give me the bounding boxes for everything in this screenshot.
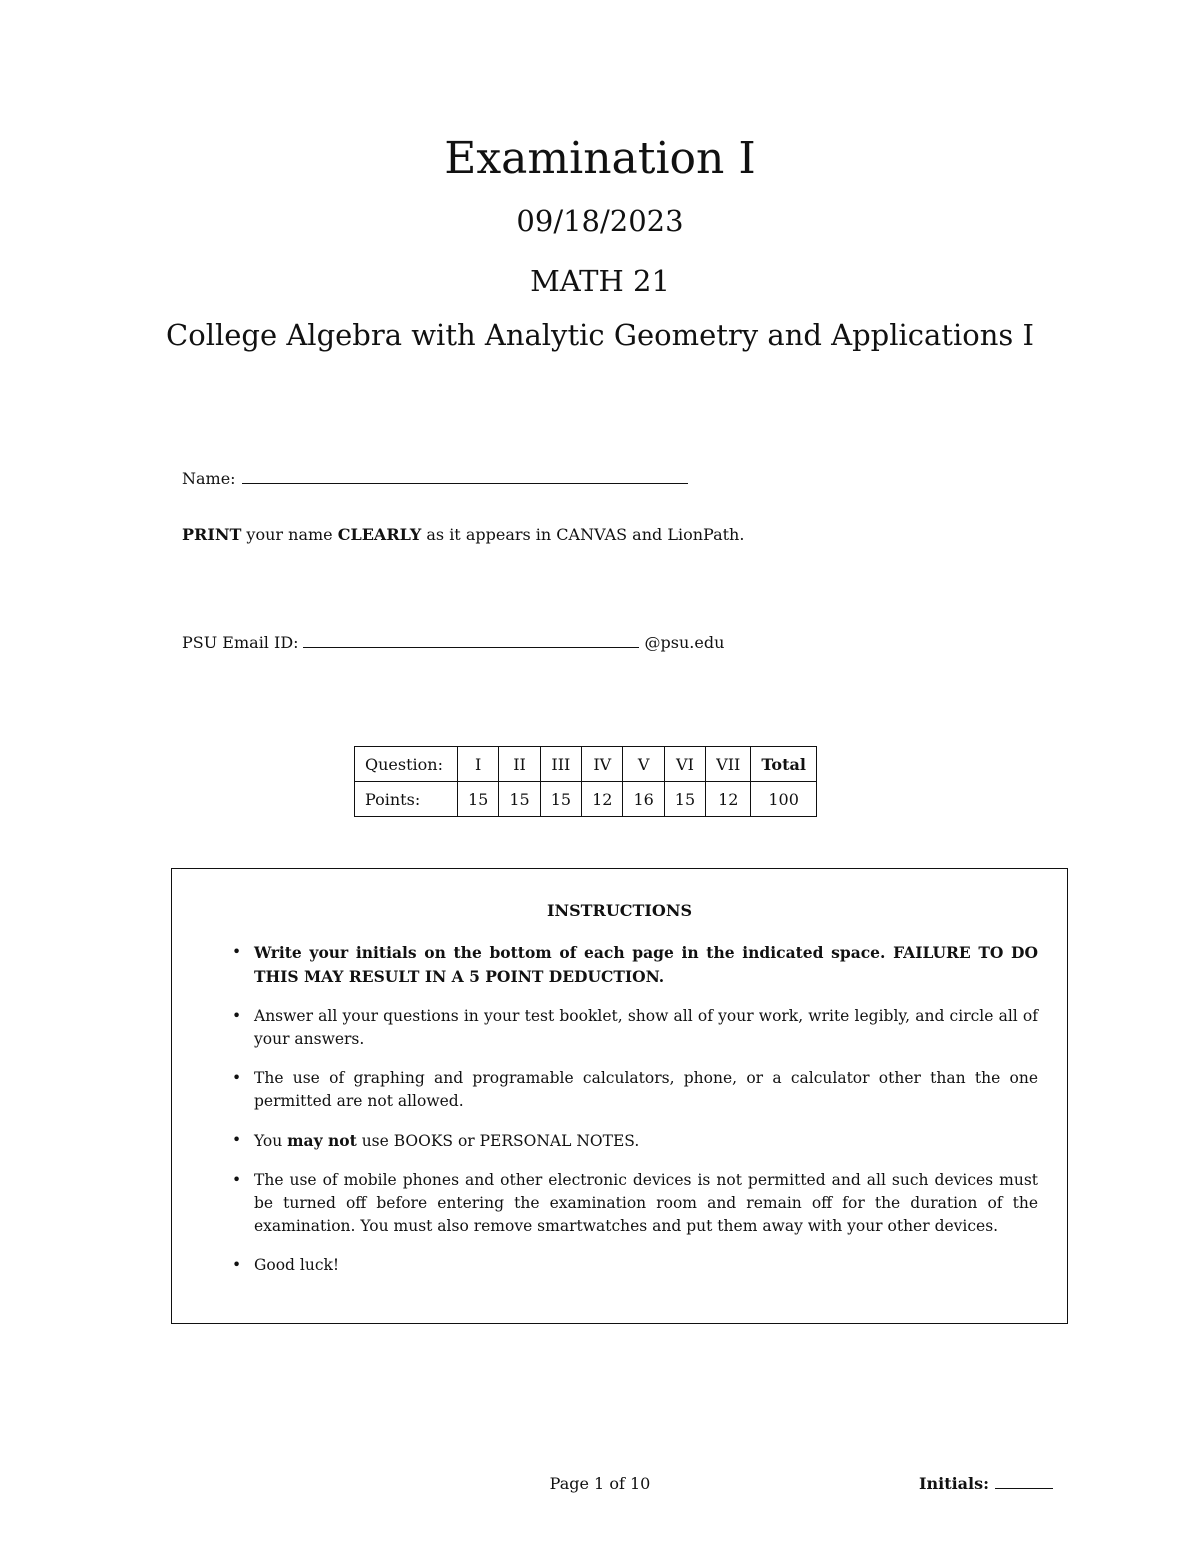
initials-blank-line[interactable]: [995, 1474, 1053, 1489]
points-cell: 12: [706, 782, 751, 817]
email-suffix: @psu.edu: [644, 633, 725, 652]
total-points: 100: [751, 782, 817, 817]
question-cell: VI: [664, 747, 705, 782]
bullet-icon: •: [232, 1131, 242, 1149]
points-label: Points:: [355, 782, 458, 817]
list-item: [232, 1005, 1038, 1051]
initials-label: Initials:: [919, 1474, 990, 1493]
print-text-1: your name: [241, 525, 338, 544]
name-field-row: [182, 469, 688, 488]
course-name: College Algebra with Analytic Geometry and Applications I: [166, 318, 1034, 352]
question-row: [355, 747, 817, 782]
bullet-icon: •: [232, 943, 242, 961]
instruction-text: Write your initials on the bottom of each page in the indicated space. FAILURE TO DO THIS MAY RESULT IN A 5 POINT DEDUCTION.: [254, 943, 1038, 986]
instruction-text: Answer all your questions in your test booklet, show all of your work, write legibly, and circle all of your answers.: [254, 1007, 1038, 1048]
points-row: [355, 782, 817, 817]
instruction-emphasis: may not: [287, 1131, 357, 1150]
total-label: Total: [751, 747, 817, 782]
question-cell: IV: [582, 747, 623, 782]
print-bold: PRINT: [182, 525, 242, 544]
name-label: Name:: [182, 469, 236, 488]
bullet-icon: •: [232, 1069, 242, 1087]
clearly-bold: CLEARLY: [337, 525, 422, 544]
print-name-instruction: [182, 525, 744, 544]
print-text-2: as it appears in CANVAS and LionPath.: [421, 525, 745, 544]
instructions-box: [171, 868, 1068, 1324]
instruction-text: use BOOKS or PERSONAL NOTES.: [356, 1132, 640, 1150]
initials-field: [919, 1474, 1053, 1493]
email-blank-line[interactable]: [303, 633, 639, 648]
instruction-text: The use of graphing and programable calculators, phone, or a calculator other than the one permitted are not allowed.: [254, 1069, 1038, 1110]
email-field-row: [182, 633, 724, 652]
name-blank-line[interactable]: [242, 469, 688, 484]
points-table: [354, 746, 817, 817]
question-label: Question:: [355, 747, 458, 782]
instruction-text: The use of mobile phones and other electronic devices is not permitted and all such devices must be turned off before entering the examination room and remain off for the duration of the examination. You must also remove smartwatches and put them away with your other devices.: [254, 1171, 1038, 1235]
points-cell: 15: [458, 782, 499, 817]
points-cell: 15: [499, 782, 540, 817]
instructions-list: [232, 941, 1038, 1293]
course-code: MATH 21: [530, 264, 670, 298]
list-item: [232, 1169, 1038, 1238]
list-item: [232, 1129, 1038, 1153]
list-item: [232, 941, 1038, 989]
question-cell: V: [623, 747, 664, 782]
page-number: Page 1 of 10: [549, 1474, 651, 1493]
points-cell: 15: [664, 782, 705, 817]
question-cell: II: [499, 747, 540, 782]
list-item: [232, 1254, 1038, 1277]
question-cell: VII: [706, 747, 751, 782]
instructions-heading: INSTRUCTIONS: [546, 901, 693, 920]
bullet-icon: •: [232, 1007, 242, 1025]
exam-title: Examination I: [444, 133, 756, 184]
bullet-icon: •: [232, 1171, 242, 1189]
points-cell: 16: [623, 782, 664, 817]
exam-date: 09/18/2023: [516, 204, 684, 238]
points-cell: 15: [540, 782, 581, 817]
question-cell: III: [540, 747, 581, 782]
bullet-icon: •: [232, 1256, 242, 1274]
points-cell: 12: [582, 782, 623, 817]
list-item: [232, 1067, 1038, 1113]
instruction-text: Good luck!: [254, 1256, 340, 1274]
email-label: PSU Email ID:: [182, 633, 299, 652]
question-cell: I: [458, 747, 499, 782]
instruction-text: You: [254, 1132, 288, 1150]
